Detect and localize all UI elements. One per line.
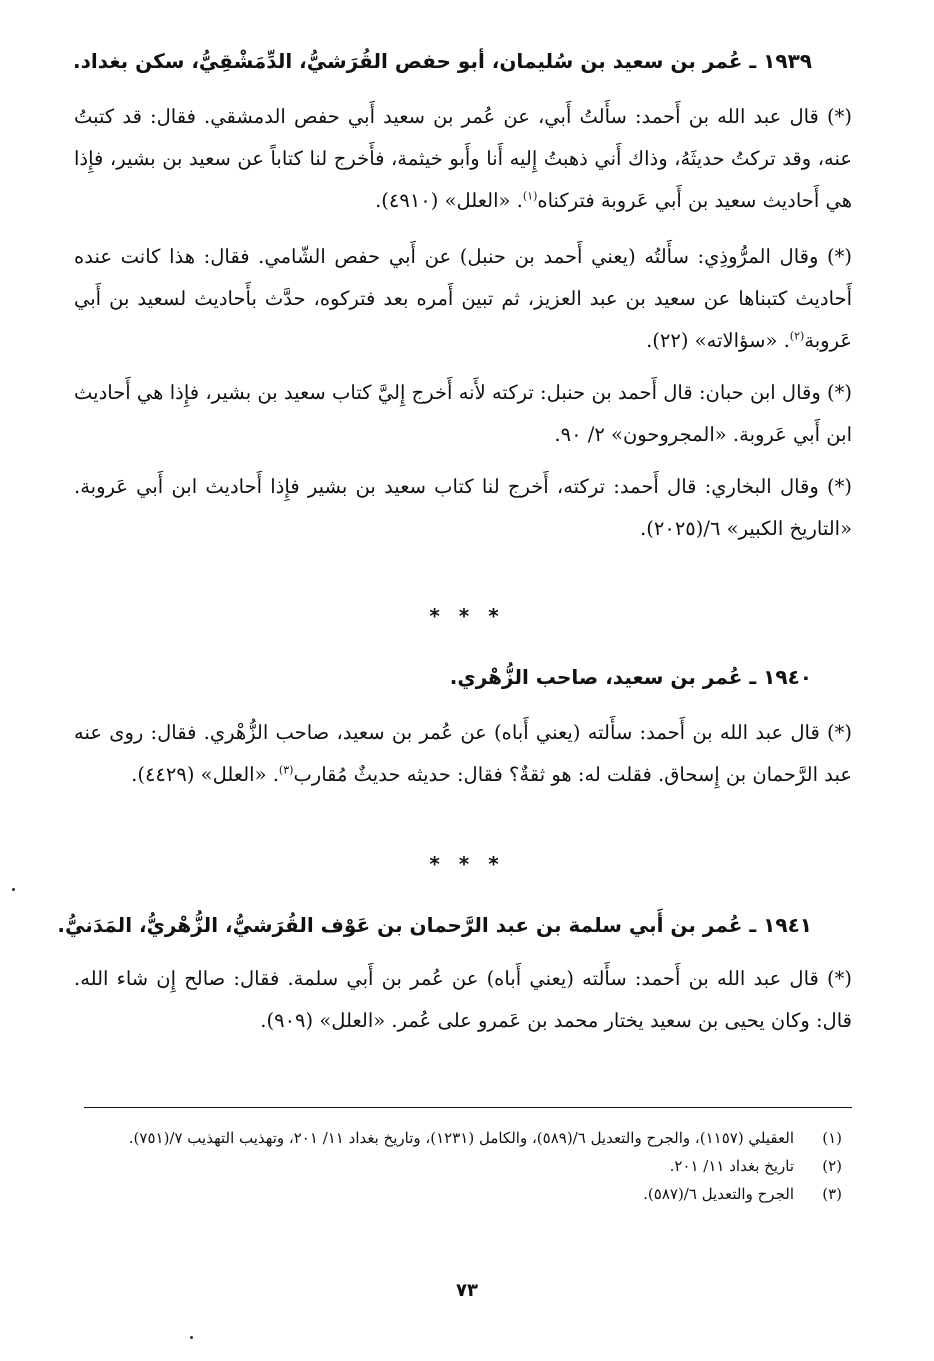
paragraph-text: (*) قال عبد الله بن أَحمد: سأَلته (يعني أَباه) عن عُمر بن سعيد، صاحب الزُّهْري. فقال: روى عنه عبد الرَّحمان بن إِسحاق. فقلت له: هو ثقةٌ؟ فقال: حديثه حديثٌ مُقارب bbox=[74, 721, 852, 786]
footnote-ref: (٢) bbox=[789, 329, 805, 343]
paragraph-text: . «العلل» (٤٤٢٩). bbox=[131, 763, 279, 786]
entry-heading-1941: ١٩٤١ ـ عُمر بن أَبي سلمة بن عبد الرَّحمان بن عَوْف القُرَشيُّ، الزُّهْريُّ، المَدَنيُّ. bbox=[57, 913, 812, 937]
footnote-number: (٢) bbox=[822, 1157, 842, 1175]
footnote-ref: (٣) bbox=[278, 763, 294, 777]
section-separator: * * * bbox=[429, 604, 505, 628]
entry-heading-1939: ١٩٣٩ ـ عُمر بن سعيد بن سُليمان، أبو حفص القُرَشيُّ، الدِّمَشْقِيُّ، سكن بغداد. bbox=[73, 49, 812, 73]
footnotes bbox=[72, 1124, 852, 1208]
footnote-text: تاريخ بغداد ١١/ ٢٠١. bbox=[669, 1157, 794, 1175]
paragraph bbox=[74, 236, 852, 362]
footnote-1 bbox=[72, 1124, 852, 1152]
footnote-2 bbox=[72, 1152, 852, 1180]
scan-speck bbox=[190, 1336, 193, 1339]
paragraph bbox=[74, 96, 852, 222]
footnote-ref: (١) bbox=[522, 189, 538, 203]
section-separator: * * * bbox=[429, 852, 505, 876]
footnote-text: العقيلي (١١٥٧)، والجرح والتعديل ٦/(٥٨٩)، والكامل (١٢٣١)، وتاريخ بغداد ١١/ ٢٠١، وتهذيب التهذيب ٧/(٧٥١). bbox=[128, 1129, 794, 1147]
paragraph: (*) وقال ابن حبان: قال أَحمد بن حنبل: تركته لأَنه أَخرج إِليَّ كتاب سعيد بن بشير، فإِذا هي أَحاديث ابن أَبي عَروبة. «المجروحون» ٢/ ٩٠. bbox=[74, 381, 852, 446]
scan-speck bbox=[12, 888, 15, 891]
footnote-number: (٣) bbox=[822, 1185, 842, 1203]
paragraph: (*) قال عبد الله بن أَحمد: سأَلته (يعني أَباه) عن عُمر بن أَبي سلمة. فقال: صالح إِن شاء الله. قال: وكان يحيى بن سعيد يختار محمد بن عَمرو على عُمر. «العلل» (٩٠٩). bbox=[74, 967, 852, 1032]
paragraph-text: . «العلل» (٤٩١٠). bbox=[375, 189, 523, 212]
paragraph-text: . «سؤالاته» (٢٢). bbox=[646, 329, 790, 352]
paragraph bbox=[74, 712, 852, 796]
footnote-3 bbox=[72, 1180, 852, 1208]
paragraph-text: (*) وقال المرُّوذِي: سأَلتُه (يعني أَحمد بن حنبل) عن أَبي حفص الشّامي. فقال: هذا كانت عنده أَحاديث كتبناها عن سعيد بن عبد العزيز، ثم تبين أَمره بعد فتركوه، حدَّث بأَحاديث لسعيد بن أَبي عَروبة bbox=[74, 245, 852, 352]
entry-body-1939 bbox=[74, 96, 852, 550]
page-number: ٧٣ bbox=[456, 1280, 478, 1301]
footnote-divider bbox=[84, 1107, 852, 1108]
entry-heading-1940: ١٩٤٠ ـ عُمر بن سعيد، صاحب الزُّهْري. bbox=[449, 665, 812, 689]
paragraph: (*) وقال البخاري: قال أَحمد: تركته، أَخرج لنا كتاب سعيد بن بشير فإِذا أَحاديث ابن أَبي عَروبة. «التاريخ الكبير» ٦/(٢٠٢٥). bbox=[74, 475, 852, 540]
entry-body-1941 bbox=[74, 958, 852, 1042]
footnote-number: (١) bbox=[822, 1129, 842, 1147]
entry-body-1940 bbox=[74, 712, 852, 796]
paragraph-text: (*) قال عبد الله بن أَحمد: سأَلتُ أَبي، عن عُمر بن سعيد أَبي حفص الدمشقي. فقال: قد كتبتُ عنه، وقد تركتُ حديثَهُ، وذاك أَني ذهبتُ إِليه أَنا وأَبو خيثمة، فأَخرج لنا كتاباً عن سعيد بن بشير، فإِذا هي أَحاديث سعيد بن أَبي عَروبة فتركناه bbox=[74, 105, 852, 212]
footnote-text: الجرح والتعديل ٦/(٥٨٧). bbox=[643, 1185, 794, 1203]
